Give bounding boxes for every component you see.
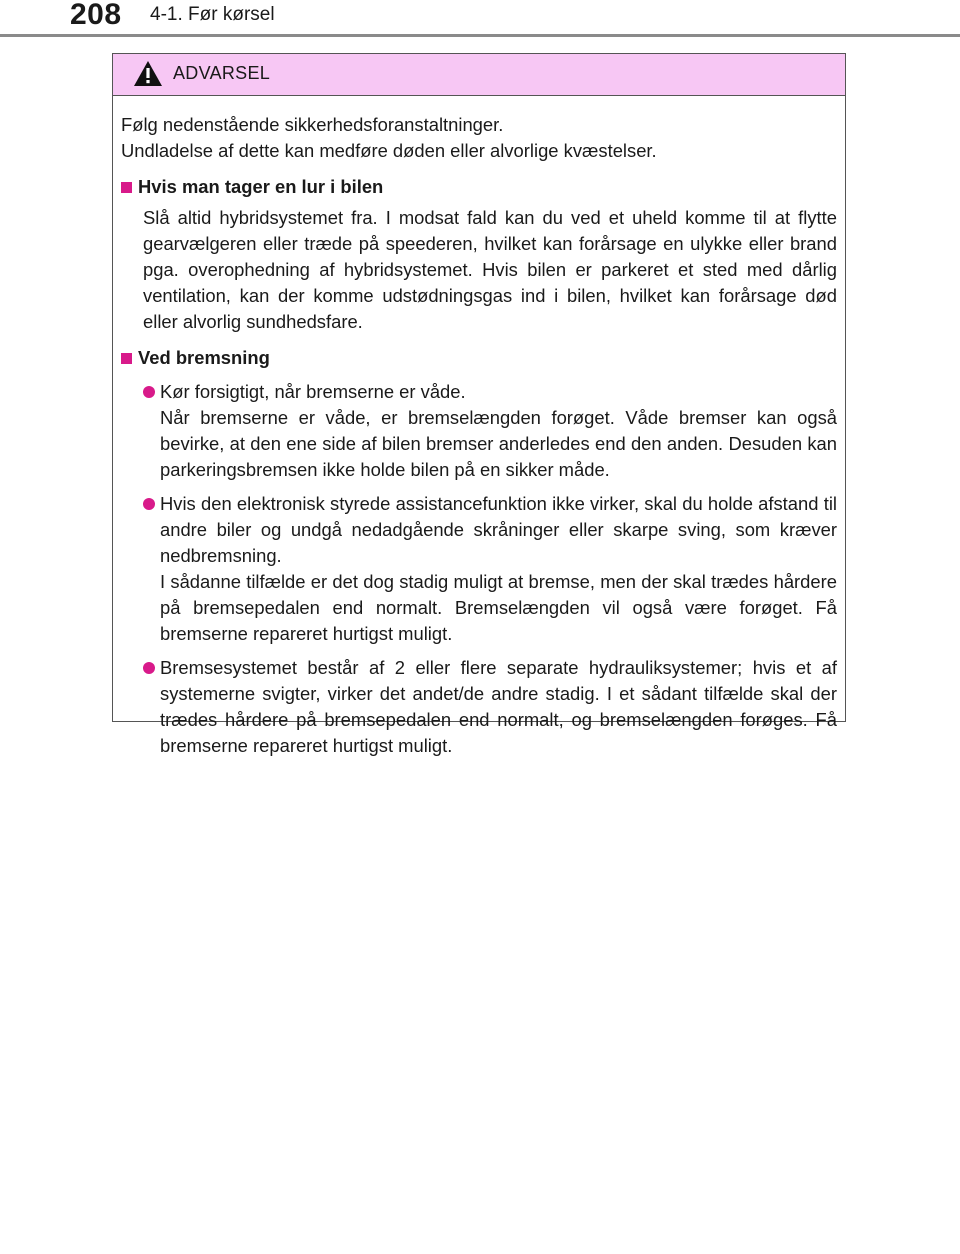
- bullet-text: [160, 379, 837, 483]
- bullet-item: [143, 379, 837, 483]
- section-title: 4-1. Før kørsel: [150, 4, 275, 25]
- warning-triangle-icon: [133, 60, 163, 87]
- section-nap: [121, 174, 837, 335]
- section-text: Slå altid hybridsystemet fra. I modsat fald kan du ved et uheld komme til at flytte gearvælgeren eller træde på speederen, hvilket kan forårsage en ulykke eller brand pga. overophedning af hybridsystemet. Hvis bilen er parkeret et sted med dårlig ventilation, kan der komme udstødningsgas ind i bilen, hvilket kan forårsage død eller alvorlig sundhedsfare.: [143, 207, 837, 332]
- section-heading: [121, 345, 837, 371]
- bullet-line: Kør forsigtigt, når bremserne er våde.: [160, 381, 466, 402]
- bullet-line: I sådanne tilfælde er det dog stadig muligt at bremse, men der skal trædes hårdere på bremsepedalen end normalt. Bremselængden vil også være forøget. Få bremserne repareret hurtigst muligt.: [160, 571, 837, 644]
- bullet-text: [160, 491, 837, 647]
- section-heading-text: Hvis man tager en lur i bilen: [138, 176, 384, 197]
- bullet-text: [160, 655, 837, 759]
- square-bullet-icon: [121, 353, 132, 364]
- section-braking: [121, 345, 837, 759]
- square-bullet-icon: [121, 182, 132, 193]
- warning-intro: [121, 112, 837, 164]
- warning-body: [113, 96, 845, 759]
- page-number: 208: [70, 0, 122, 31]
- header-divider: [0, 34, 960, 37]
- intro-line: Følg nedenstående sikkerhedsforanstaltninger.: [121, 114, 504, 135]
- bullet-line: Bremsesystemet består af 2 eller flere separate hydrauliksystemer; hvis et af systemerne svigter, virker det andet/de andre stadig. I et sådant tilfælde skal der trædes hårdere på bremsepedalen end normalt, og bremselængden forøges. Få bremserne repareret hurtigst muligt.: [160, 657, 837, 756]
- section-heading-text: Ved bremsning: [138, 347, 270, 368]
- intro-line: Undladelse af dette kan medføre døden eller alvorlige kvæstelser.: [121, 140, 657, 161]
- bullet-line: Hvis den elektronisk styrede assistancefunktion ikke virker, skal du holde afstand til andre biler og undgå nedadgående skråninger eller skarpe sving, som kræver nedbremsning.: [160, 493, 837, 566]
- warning-header: [113, 54, 845, 96]
- section-heading: [121, 174, 837, 200]
- warning-label: ADVARSEL: [173, 63, 271, 83]
- bullet-item: [143, 655, 837, 759]
- round-bullet-icon: [143, 386, 155, 398]
- round-bullet-icon: [143, 662, 155, 674]
- bullet-line: Når bremserne er våde, er bremselængden forøget. Våde bremser kan også bevirke, at den ene side af bilen bremser anderledes end den anden. Desuden kan parkeringsbremsen ikke holde bilen på en sikker måde.: [160, 407, 837, 480]
- round-bullet-icon: [143, 498, 155, 510]
- bullet-item: [143, 491, 837, 647]
- warning-box: [112, 53, 846, 756]
